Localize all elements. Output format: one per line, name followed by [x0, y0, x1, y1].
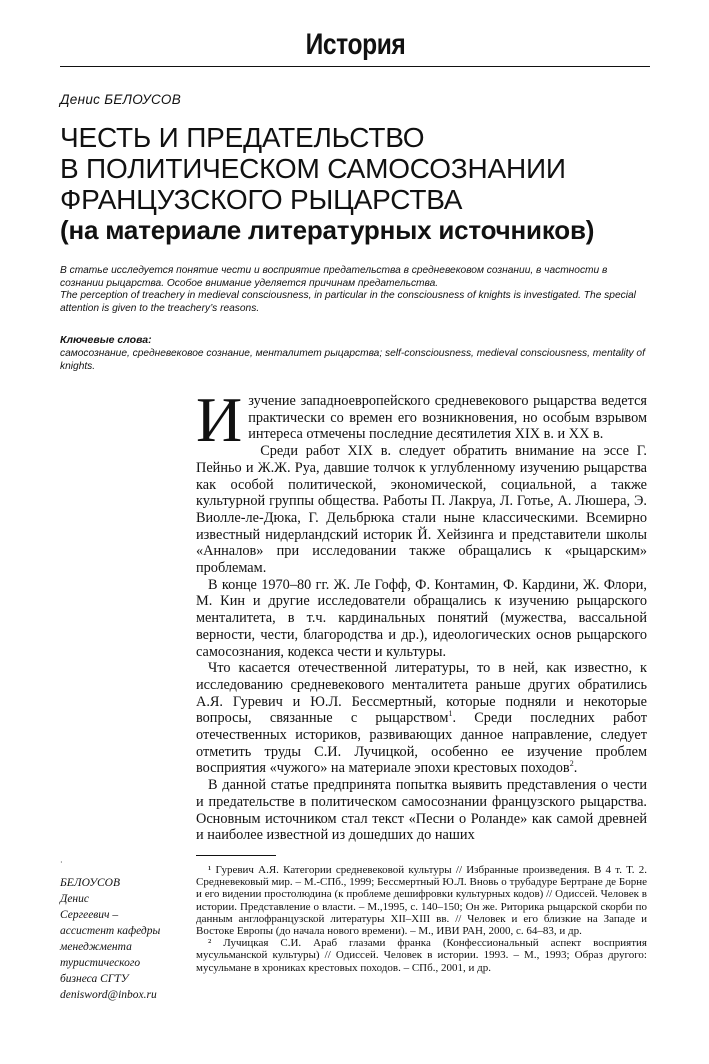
paragraph-1-text: зучение западноевропейского средневекового рыцарства ведется практически со времен его возникновения, но особым взрывом интереса отмечены последние десятилетия XIX в. и XX в. [248, 393, 647, 443]
title-subtitle: (на материале литературных источников) [60, 215, 595, 245]
author-info-line: Денис [60, 893, 89, 905]
paragraph-4-text-c: . [573, 760, 578, 777]
author-info [60, 875, 180, 1003]
paragraph-5: В данной статье предпринята попытка выявить представления о чести и предательстве в политическом самосознании французского рыцарства. Основным источником стал текст «Песни о Роланде» как самой древней и наиболее известной из дошедших до наших [196, 777, 647, 844]
title-line-2: В ПОЛИТИЧЕСКОМ САМОСОЗНАНИИ [60, 153, 566, 184]
article-body [196, 384, 647, 844]
dropcap: И [196, 384, 243, 455]
author-email[interactable]: denisword@inbox.ru [60, 989, 157, 1001]
paragraph-4-text-a: Что касается отечественной литературы, то в ней, как известно, к исследованию средневекового менталитета раньше других обратились А.Я. Гуревич и Ю.Л. Бессмертный, которые подняли и некоторые вопросы, связанные с рыцарством [196, 660, 647, 727]
footnote-rule [196, 855, 276, 856]
abstract-en: The perception of treachery in medieval consciousness, in particular in the consciousness of knights is investigated. The special attention is given to the treachery’s reasons. [60, 290, 636, 314]
abstract-ru: В статье исследуется понятие чести и восприятие предательства в средневековом сознании, в частности в сознании рыцарства. Особое внимание уделяется причинам предательства. [60, 265, 608, 289]
paragraph-4-text-b: . Среди последних работ отечественных историков, развивающих данное направление, следует отметить труды С.И. Лучицкой, особенно ее изучение проблем восприятия «чужого» на материале эпохи крестовых походов [196, 710, 647, 777]
author-box-mark: · [60, 858, 63, 867]
abstract [60, 265, 650, 315]
author-info-line: менеджмента [60, 941, 132, 953]
keywords-heading: Ключевые слова: [60, 334, 152, 346]
author-info-line: БЕЛОУСОВ [60, 877, 120, 889]
paragraph-4 [196, 660, 647, 777]
header-rule [60, 66, 650, 67]
author-name: Денис БЕЛОУСОВ [60, 92, 182, 107]
author-info-line: туристического [60, 957, 141, 969]
footnote-1: ¹ Гуревич А.Я. Категории средневековой культуры // Избранные произведения. В 4 т. Т. 2. Средневековый мир. – М.-СПб., 1999; Бессмертный Ю.Л. Вновь о трубадуре Бертране де Борне и его видении простолюдина (к проблеме дешифровки культурных кодов) // Одиссей. Человек в истории. Представление о власти. – М.,1995, с. 140–150; Он же. Риторика рыцарской скорби по данным англофранцузской литературы XII–XIII вв. // Человек и его близкие на Западе и Востоке Европы (до начала нового времени). – М., ИВИ РАН, 2000, с. 64–83, и др. [196, 864, 647, 938]
article-title [60, 122, 660, 246]
title-line-3: ФРАНЦУЗСКОГО РЫЦАРСТВА [60, 184, 463, 215]
footnote-ref-2[interactable]: 2 [569, 759, 574, 769]
paragraph-3: В конце 1970–80 гг. Ж. Ле Гофф, Ф. Контамин, Ф. Кардини, Ж. Флори, М. Кин и другие исследователи обращались к изучению рыцарского менталитета, в т.ч. кардинальных понятий (мужества, вассальной верности, чести, благородства и др.), идеологических основ рыцарского самосознания, кодекса чести и культуры. [196, 576, 647, 660]
footnote-2: ² Лучицкая С.И. Араб глазами франка (Конфессиональный аспект восприятия мусульманской культуры) // Одиссей. Человек в истории. 1993. – М., 1993; Образ другого: мусульмане в хрониках крестовых походов. – СПб., 2001, и др. [196, 937, 647, 974]
footnotes [196, 864, 647, 974]
footnote-ref-1[interactable]: 1 [448, 709, 453, 719]
author-info-line: Сергеевич – [60, 909, 119, 921]
paragraph-2: Среди работ XIX в. следует обратить внимание на эссе Г. Пейньо и Ж.Ж. Руа, давшие толчок к углубленному изучению рыцарства как особой политической, экономической, социальной, а также культурной группы общества. Работы П. Лакруа, Л. Готье, А. Люшера, Э. Виолле-ле-Дюка, Г. Дельбрюка стали ныне классическими. Всемирно известный нидерландский историк Й. Хейзинга и представители школы «Анналов» при исследовании также обращались к «рыцарским» проблемам. [196, 443, 647, 577]
section-title: История [305, 28, 406, 61]
title-line-1: ЧЕСТЬ И ПРЕДАТЕЛЬСТВО [60, 122, 425, 153]
keywords-text: самосознание, средневековое сознание, менталитет рыцарства; self-consciousness, medieval consciousness, mentality of knights. [60, 348, 645, 372]
author-info-line: бизнеса СГТУ [60, 973, 129, 985]
paragraph-1 [196, 384, 647, 455]
author-info-line: ассистент кафедры [60, 925, 161, 937]
